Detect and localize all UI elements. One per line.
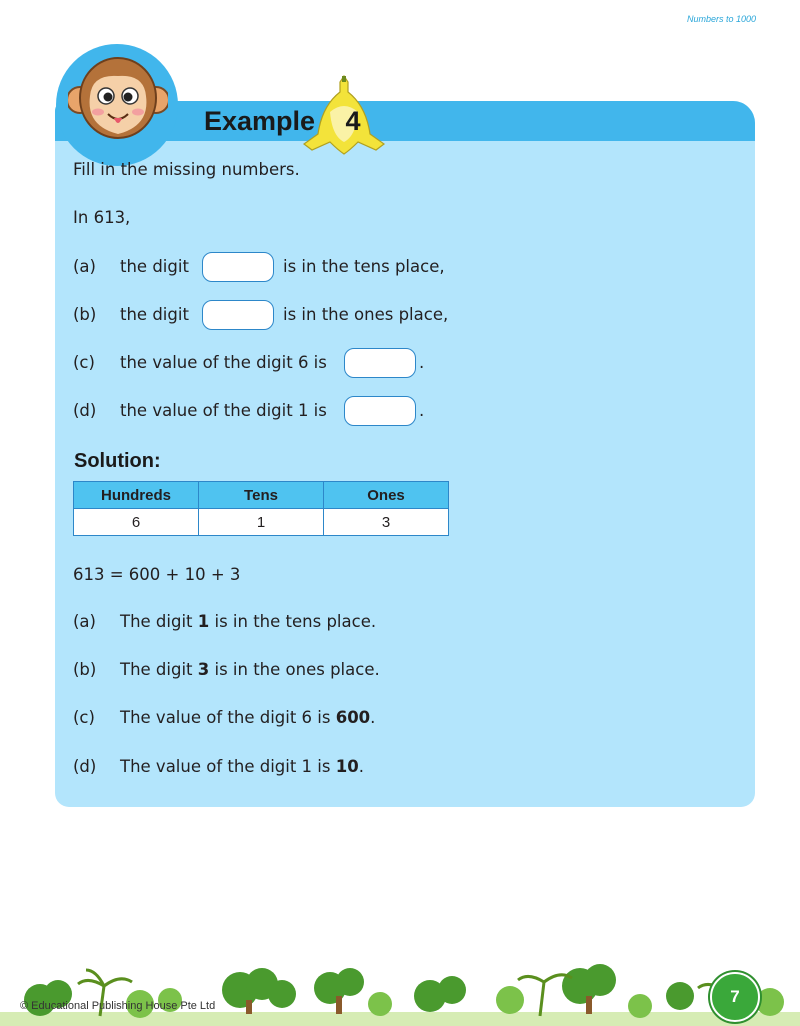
value-tens: 1 <box>199 509 324 536</box>
answer-b-value: 3 <box>197 660 210 679</box>
part-b-label: (b) <box>73 305 97 324</box>
answer-d-after: . <box>358 757 364 776</box>
instruction: Fill in the missing numbers. <box>73 160 300 179</box>
value-hundreds: 6 <box>74 509 199 536</box>
answer-b-after: is in the ones place. <box>209 660 380 679</box>
answer-c-label: (c) <box>73 708 95 727</box>
chapter-topic: Numbers to 1000 <box>686 14 756 24</box>
example-number: 4 <box>345 106 361 136</box>
part-c-text-before: the value of the digit 6 is <box>120 353 327 372</box>
part-d-label: (d) <box>73 401 97 420</box>
answer-c-before: The value of the digit 6 is <box>120 708 336 727</box>
answer-blank-a[interactable] <box>202 252 274 282</box>
place-value-table <box>73 481 449 536</box>
part-d-text-after: . <box>419 401 425 420</box>
copyright-notice: © Educational Publishing House Pte Ltd <box>20 1000 216 1012</box>
table-header-row <box>74 482 449 509</box>
part-a-text-before: the digit <box>120 257 189 276</box>
header-ones: Ones <box>324 482 449 509</box>
answer-c-value: 600 <box>335 708 371 727</box>
answer-d-text <box>120 757 364 777</box>
part-b-text-after: is in the ones place, <box>283 305 449 324</box>
part-c-text-after: . <box>419 353 425 372</box>
monkey-mascot-icon <box>68 48 168 148</box>
answer-d-label: (d) <box>73 757 97 776</box>
header-hundreds: Hundreds <box>74 482 199 509</box>
answer-a-label: (a) <box>73 612 96 631</box>
answer-blank-c[interactable] <box>344 348 416 378</box>
part-b-text-before: the digit <box>120 305 189 324</box>
header-tens: Tens <box>199 482 324 509</box>
answer-a-text <box>120 612 376 632</box>
page-number: 7 <box>710 972 760 1022</box>
answer-blank-b[interactable] <box>202 300 274 330</box>
answer-c-text <box>120 708 375 728</box>
part-a-label: (a) <box>73 257 96 276</box>
part-d-text-before: the value of the digit 1 is <box>120 401 327 420</box>
part-a-text-after: is in the tens place, <box>283 257 445 276</box>
answer-b-before: The digit <box>120 660 198 679</box>
answer-b-label: (b) <box>73 660 97 679</box>
answer-d-before: The value of the digit 1 is <box>120 757 336 776</box>
part-c-label: (c) <box>73 353 95 372</box>
question-context: In 613, <box>73 208 131 227</box>
answer-a-value: 1 <box>197 612 210 631</box>
answer-a-after: is in the tens place. <box>209 612 377 631</box>
answer-blank-d[interactable] <box>344 396 416 426</box>
answer-a-before: The digit <box>120 612 198 631</box>
solution-title: Solution: <box>74 450 161 472</box>
table-row <box>74 509 449 536</box>
answer-c-after: . <box>370 708 376 727</box>
jungle-footer-illustration <box>0 960 800 1026</box>
answer-b-text <box>120 660 380 680</box>
expanded-form: 613 = 600 + 10 + 3 <box>73 565 241 584</box>
example-title: Example <box>204 106 316 136</box>
value-ones: 3 <box>324 509 449 536</box>
answer-d-value: 10 <box>335 757 359 776</box>
